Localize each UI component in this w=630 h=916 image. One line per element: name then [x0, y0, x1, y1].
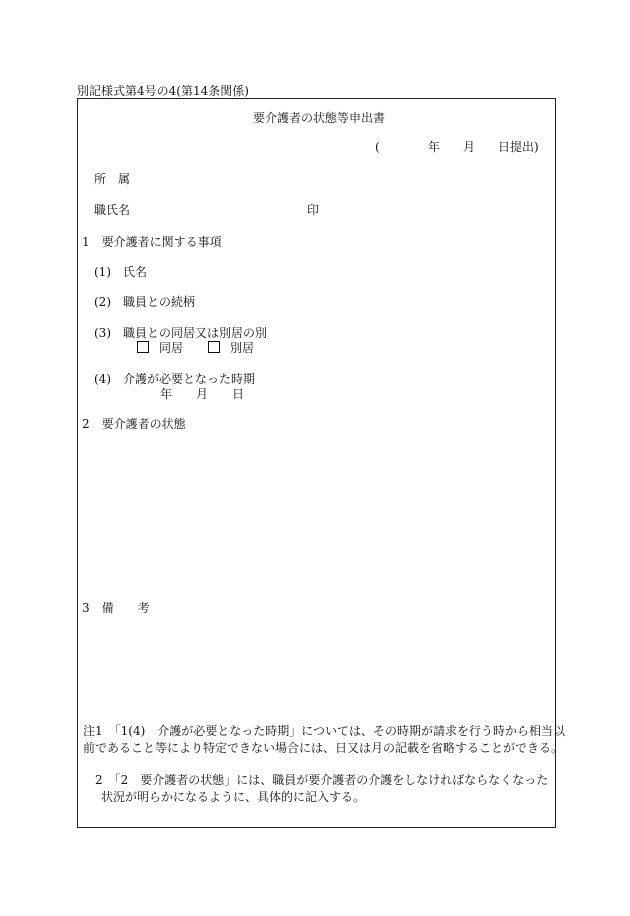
- form-title: 要介護者の状態等申出書: [253, 111, 386, 125]
- date-year-label: 年: [428, 140, 441, 154]
- cohabit-label: 同居: [159, 341, 184, 355]
- item2-relationship: (2) 職員との続柄: [94, 295, 195, 309]
- section3-heading: 3 備 考: [82, 601, 150, 615]
- separate-checkbox[interactable]: [208, 341, 220, 353]
- note-1-text: 注1 「1(4) 介護が必要となった時期」については、その時期が請求を行う時から相当以前であること等により特定できない場合には、日又は月の記載を省略することができる。: [83, 724, 566, 755]
- affiliation-label: 所 属: [94, 172, 131, 186]
- section2-heading: 2 要介護者の状態: [82, 417, 186, 431]
- separate-label: 別居: [230, 341, 255, 355]
- item1-name: (1) 氏名: [94, 265, 147, 279]
- note-2-text: 2 「2 要介護者の状態」には、職員が要介護者の介護をしなければならなくなった状況が明らかになるように、具体的に記入する。: [95, 773, 549, 804]
- note-2: [95, 772, 559, 806]
- name-label: 職氏名: [94, 203, 131, 217]
- form-label: 別記様式第4号の4(第14条関係): [77, 84, 249, 98]
- date-month-label: 月: [463, 140, 476, 154]
- seal-mark: 印: [307, 203, 320, 217]
- cohabit-checkbox[interactable]: [137, 341, 149, 353]
- care-month-label: 月: [196, 387, 209, 401]
- note-1: [65, 723, 571, 757]
- date-day-submit-label: 日提出): [498, 140, 539, 154]
- item3-residence: (3) 職員との同居又は別居の別: [94, 326, 267, 340]
- section1-heading: 1 要介護者に関する事項: [82, 235, 222, 249]
- care-year-label: 年: [160, 387, 173, 401]
- care-day-label: 日: [232, 387, 245, 401]
- date-open-paren: (: [375, 140, 380, 154]
- item4-care-start: (4) 介護が必要となった時期: [94, 372, 255, 386]
